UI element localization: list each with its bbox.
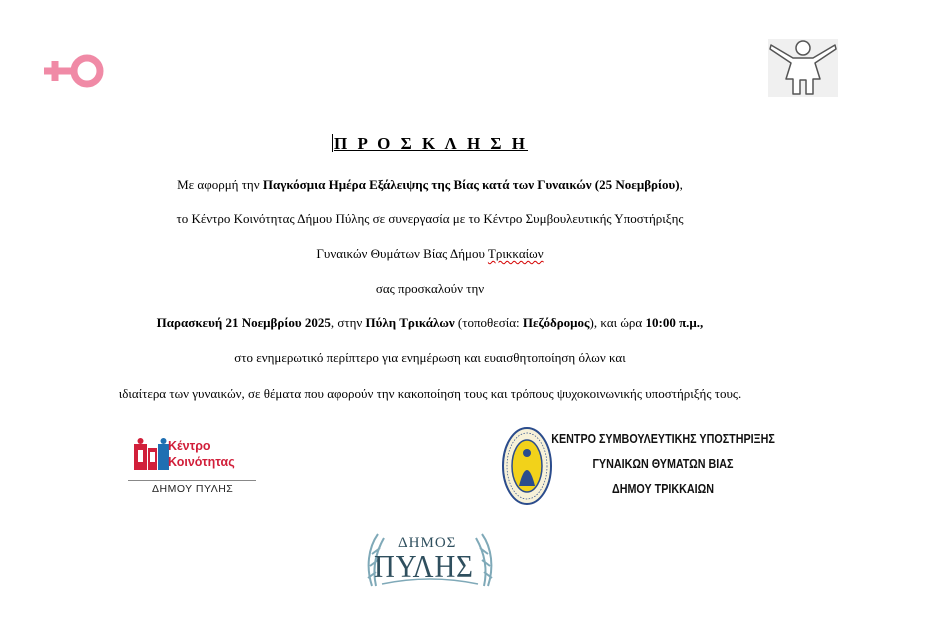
text-cursor	[332, 134, 333, 152]
dimos-big-text: ΠΥΛΗΣ	[374, 548, 474, 584]
kentro-line-2: Κοινότητας	[168, 455, 235, 469]
body-line-5	[0, 315, 860, 331]
body-line-1	[0, 177, 860, 193]
ksy-line-2: ΓΥΝΑΙΚΩΝ ΘΥΜΑΤΩΝ ΒΙΑΣ	[592, 457, 734, 471]
title-text: Π Ρ Ο Σ Κ Λ Η Σ Η	[333, 134, 529, 153]
bold-span: Πύλη Τρικάλων	[365, 315, 455, 330]
kentro-line-3: ΔΗΜΟΥ ΠΥΛΗΣ	[152, 483, 234, 495]
text-span: Με αφορμή την	[177, 177, 263, 192]
kentro-koinotitas-emblem-icon	[134, 438, 170, 472]
dimos-small-text: ΔΗΜΟΣ	[398, 535, 457, 551]
ksy-seal-icon	[502, 426, 552, 506]
body-line-2: το Κέντρο Κοινότητας Δήμου Πύλης σε συνεργασία με το Κέντρο Συμβουλευτικής Υποστήριξης	[176, 211, 684, 226]
text-span: (τοποθεσία:	[454, 315, 523, 330]
divider	[128, 480, 256, 481]
page-title	[0, 134, 860, 154]
body-line-6: στο ενημερωτικό περίπτερο για ενημέρωση και ευαισθητοποίηση όλων και	[234, 350, 626, 365]
body-line-3	[0, 246, 860, 262]
text-span: Γυναικών Θυμάτων Βίας Δήμου	[316, 246, 488, 261]
kentro-line-1: Κέντρο	[168, 439, 211, 453]
female-symbol-icon	[38, 52, 110, 90]
bold-span: Παγκόσμια Ημέρα Εξάλειψης της Βίας κατά των Γυναικών (25 Νοεμβρίου)	[262, 177, 680, 192]
bold-span: Πεζόδρομος	[522, 315, 590, 330]
spelling-error-word: Τρικκαίων	[487, 246, 544, 261]
text-span: , στην	[330, 315, 366, 330]
kentro-koinotitas-logo	[128, 436, 258, 496]
bold-span: Παρασκευή 21 Νοεμβρίου 2025	[156, 315, 331, 330]
bold-span: 10:00 π.μ.,	[645, 315, 704, 330]
body-line-7: ιδιαίτερα των γυναικών, σε θέματα που αφορούν την κακοποίηση τους και τρόπους ψυχοκοινωνικής υποστήριξής τους.	[118, 386, 742, 401]
text-span: ,	[679, 177, 683, 192]
ksy-line-1: ΚΕΝΤΡΟ ΣΥΜΒΟΥΛΕΥΤΙΚΗΣ ΥΠΟΣΤΗΡΙΞΗΣ	[551, 432, 775, 446]
body-line-4: σας προσκαλούν την	[375, 281, 485, 296]
woman-figure-icon	[768, 39, 838, 97]
text-span: ), και ώρα	[589, 315, 646, 330]
ksy-line-3: ΔΗΜΟΥ ΤΡΙΚΚΑΙΩΝ	[611, 482, 715, 496]
